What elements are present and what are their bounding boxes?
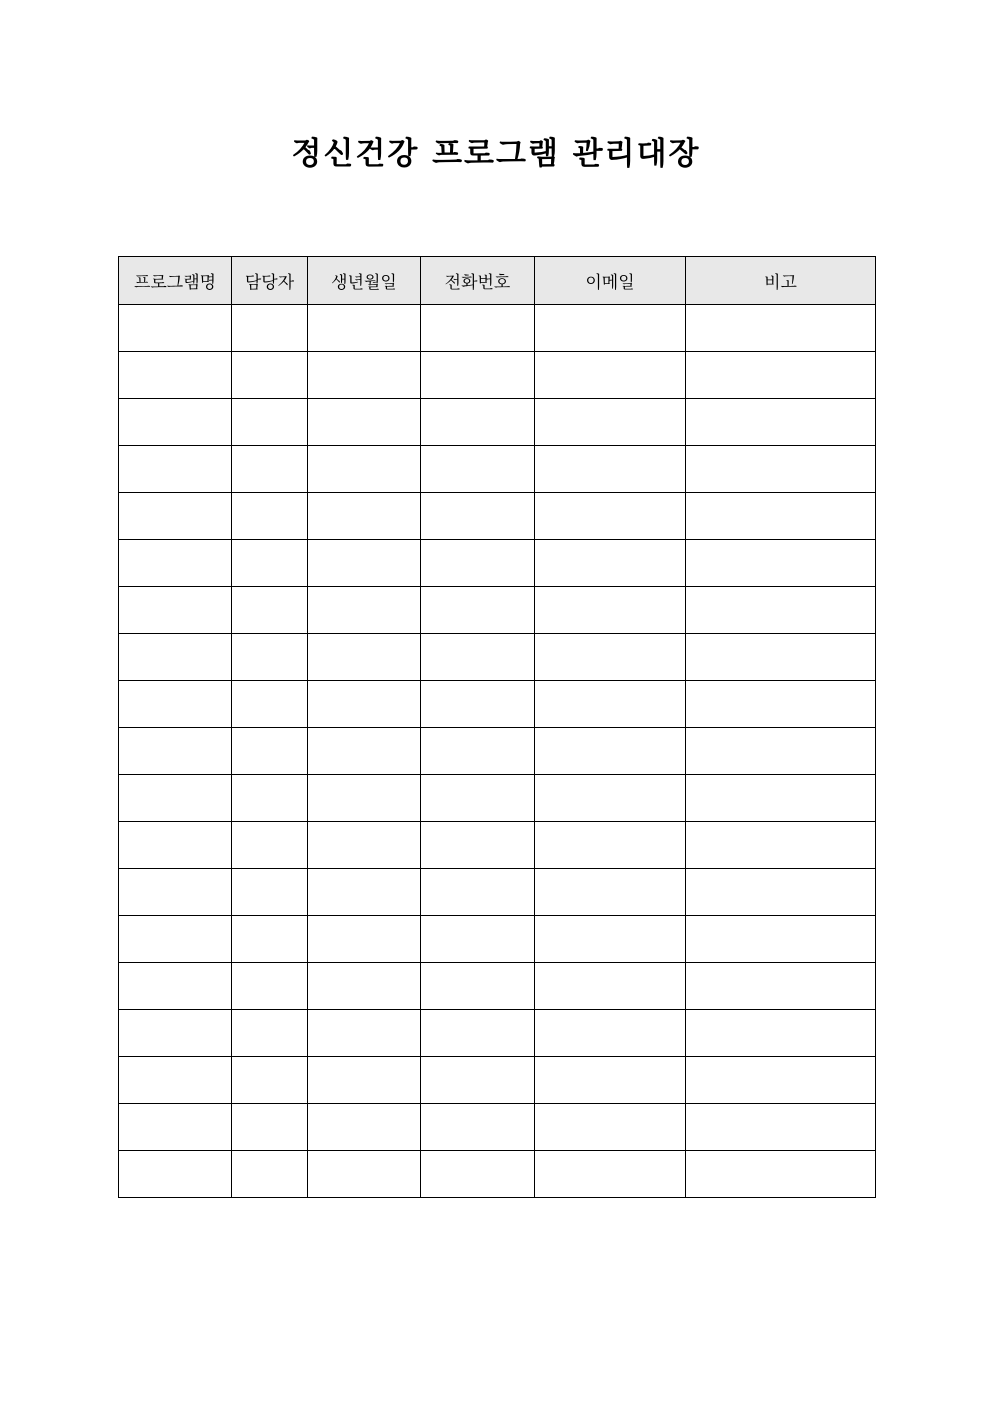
cell-program-name[interactable]	[119, 493, 232, 540]
cell-birth-date[interactable]	[308, 634, 421, 681]
cell-email[interactable]	[535, 1010, 686, 1057]
cell-email[interactable]	[535, 869, 686, 916]
cell-manager[interactable]	[232, 305, 308, 352]
cell-manager[interactable]	[232, 587, 308, 634]
cell-remarks[interactable]	[686, 775, 876, 822]
cell-birth-date[interactable]	[308, 869, 421, 916]
cell-birth-date[interactable]	[308, 963, 421, 1010]
table-row	[119, 728, 876, 775]
cell-program-name[interactable]	[119, 446, 232, 493]
cell-phone-number[interactable]	[421, 869, 535, 916]
cell-phone-number[interactable]	[421, 681, 535, 728]
cell-birth-date[interactable]	[308, 493, 421, 540]
cell-program-name[interactable]	[119, 822, 232, 869]
cell-program-name[interactable]	[119, 1151, 232, 1198]
header-row	[119, 257, 876, 305]
table-row	[119, 352, 876, 399]
cell-remarks[interactable]	[686, 1151, 876, 1198]
cell-phone-number[interactable]	[421, 540, 535, 587]
cell-program-name[interactable]	[119, 399, 232, 446]
table-row	[119, 681, 876, 728]
cell-remarks[interactable]	[686, 446, 876, 493]
cell-birth-date[interactable]	[308, 1104, 421, 1151]
cell-remarks[interactable]	[686, 916, 876, 963]
header-birth-date: 생년월일	[308, 257, 421, 305]
cell-phone-number[interactable]	[421, 587, 535, 634]
header-phone-number: 전화번호	[421, 257, 535, 305]
document-title: 정신건강 프로그램 관리대장	[291, 136, 701, 172]
cell-email[interactable]	[535, 728, 686, 775]
cell-birth-date[interactable]	[308, 399, 421, 446]
cell-remarks[interactable]	[686, 587, 876, 634]
cell-phone-number[interactable]	[421, 916, 535, 963]
cell-manager[interactable]	[232, 728, 308, 775]
cell-remarks[interactable]	[686, 1010, 876, 1057]
table-row	[119, 963, 876, 1010]
cell-manager[interactable]	[232, 1151, 308, 1198]
cell-phone-number[interactable]	[421, 822, 535, 869]
cell-manager[interactable]	[232, 352, 308, 399]
cell-birth-date[interactable]	[308, 1010, 421, 1057]
table-body	[119, 305, 876, 1198]
cell-email[interactable]	[535, 352, 686, 399]
cell-manager[interactable]	[232, 399, 308, 446]
cell-program-name[interactable]	[119, 352, 232, 399]
cell-program-name[interactable]	[119, 587, 232, 634]
cell-phone-number[interactable]	[421, 493, 535, 540]
cell-manager[interactable]	[232, 1010, 308, 1057]
cell-email[interactable]	[535, 446, 686, 493]
table-row	[119, 446, 876, 493]
cell-remarks[interactable]	[686, 540, 876, 587]
table-row	[119, 1010, 876, 1057]
program-ledger-table	[118, 256, 876, 1198]
cell-remarks[interactable]	[686, 963, 876, 1010]
cell-phone-number[interactable]	[421, 1104, 535, 1151]
cell-birth-date[interactable]	[308, 352, 421, 399]
cell-program-name[interactable]	[119, 728, 232, 775]
header-remarks: 비고	[686, 257, 876, 305]
cell-email[interactable]	[535, 1151, 686, 1198]
cell-manager[interactable]	[232, 446, 308, 493]
table-row	[119, 399, 876, 446]
cell-email[interactable]	[535, 1104, 686, 1151]
cell-remarks[interactable]	[686, 399, 876, 446]
cell-remarks[interactable]	[686, 305, 876, 352]
cell-birth-date[interactable]	[308, 775, 421, 822]
table-row	[119, 775, 876, 822]
cell-manager[interactable]	[232, 1104, 308, 1151]
cell-program-name[interactable]	[119, 1057, 232, 1104]
cell-program-name[interactable]	[119, 916, 232, 963]
cell-email[interactable]	[535, 305, 686, 352]
table-row	[119, 916, 876, 963]
cell-program-name[interactable]	[119, 1104, 232, 1151]
cell-phone-number[interactable]	[421, 634, 535, 681]
cell-manager[interactable]	[232, 681, 308, 728]
cell-manager[interactable]	[232, 963, 308, 1010]
cell-birth-date[interactable]	[308, 587, 421, 634]
cell-birth-date[interactable]	[308, 1151, 421, 1198]
cell-email[interactable]	[535, 399, 686, 446]
cell-program-name[interactable]	[119, 540, 232, 587]
cell-phone-number[interactable]	[421, 352, 535, 399]
cell-remarks[interactable]	[686, 1104, 876, 1151]
table-row	[119, 1104, 876, 1151]
header-program-name: 프로그램명	[119, 257, 232, 305]
cell-program-name[interactable]	[119, 634, 232, 681]
cell-phone-number[interactable]	[421, 1151, 535, 1198]
cell-phone-number[interactable]	[421, 775, 535, 822]
cell-email[interactable]	[535, 963, 686, 1010]
cell-phone-number[interactable]	[421, 1057, 535, 1104]
cell-birth-date[interactable]	[308, 305, 421, 352]
cell-manager[interactable]	[232, 1057, 308, 1104]
table-row	[119, 822, 876, 869]
header-email: 이메일	[535, 257, 686, 305]
cell-birth-date[interactable]	[308, 681, 421, 728]
cell-phone-number[interactable]	[421, 446, 535, 493]
header-manager: 담당자	[232, 257, 308, 305]
table-row	[119, 1151, 876, 1198]
cell-remarks[interactable]	[686, 869, 876, 916]
cell-email[interactable]	[535, 540, 686, 587]
cell-manager[interactable]	[232, 916, 308, 963]
cell-manager[interactable]	[232, 822, 308, 869]
cell-remarks[interactable]	[686, 634, 876, 681]
table-row	[119, 1057, 876, 1104]
cell-program-name[interactable]	[119, 1010, 232, 1057]
cell-remarks[interactable]	[686, 822, 876, 869]
cell-email[interactable]	[535, 1057, 686, 1104]
cell-birth-date[interactable]	[308, 916, 421, 963]
cell-remarks[interactable]	[686, 681, 876, 728]
table-row	[119, 305, 876, 352]
cell-phone-number[interactable]	[421, 305, 535, 352]
cell-birth-date[interactable]	[308, 540, 421, 587]
cell-remarks[interactable]	[686, 493, 876, 540]
cell-birth-date[interactable]	[308, 728, 421, 775]
cell-email[interactable]	[535, 681, 686, 728]
cell-phone-number[interactable]	[421, 1010, 535, 1057]
cell-remarks[interactable]	[686, 1057, 876, 1104]
cell-manager[interactable]	[232, 540, 308, 587]
cell-program-name[interactable]	[119, 963, 232, 1010]
cell-manager[interactable]	[232, 869, 308, 916]
table-row	[119, 634, 876, 681]
cell-remarks[interactable]	[686, 352, 876, 399]
cell-phone-number[interactable]	[421, 728, 535, 775]
cell-manager[interactable]	[232, 775, 308, 822]
cell-birth-date[interactable]	[308, 446, 421, 493]
cell-email[interactable]	[535, 822, 686, 869]
cell-email[interactable]	[535, 916, 686, 963]
cell-program-name[interactable]	[119, 305, 232, 352]
cell-email[interactable]	[535, 634, 686, 681]
cell-manager[interactable]	[232, 493, 308, 540]
cell-phone-number[interactable]	[421, 399, 535, 446]
cell-birth-date[interactable]	[308, 1057, 421, 1104]
cell-remarks[interactable]	[686, 728, 876, 775]
cell-program-name[interactable]	[119, 775, 232, 822]
cell-email[interactable]	[535, 775, 686, 822]
cell-birth-date[interactable]	[308, 822, 421, 869]
table-row	[119, 493, 876, 540]
table-row	[119, 587, 876, 634]
cell-manager[interactable]	[232, 634, 308, 681]
cell-phone-number[interactable]	[421, 963, 535, 1010]
table-row	[119, 540, 876, 587]
cell-email[interactable]	[535, 493, 686, 540]
table-row	[119, 869, 876, 916]
cell-email[interactable]	[535, 587, 686, 634]
cell-program-name[interactable]	[119, 869, 232, 916]
cell-program-name[interactable]	[119, 681, 232, 728]
